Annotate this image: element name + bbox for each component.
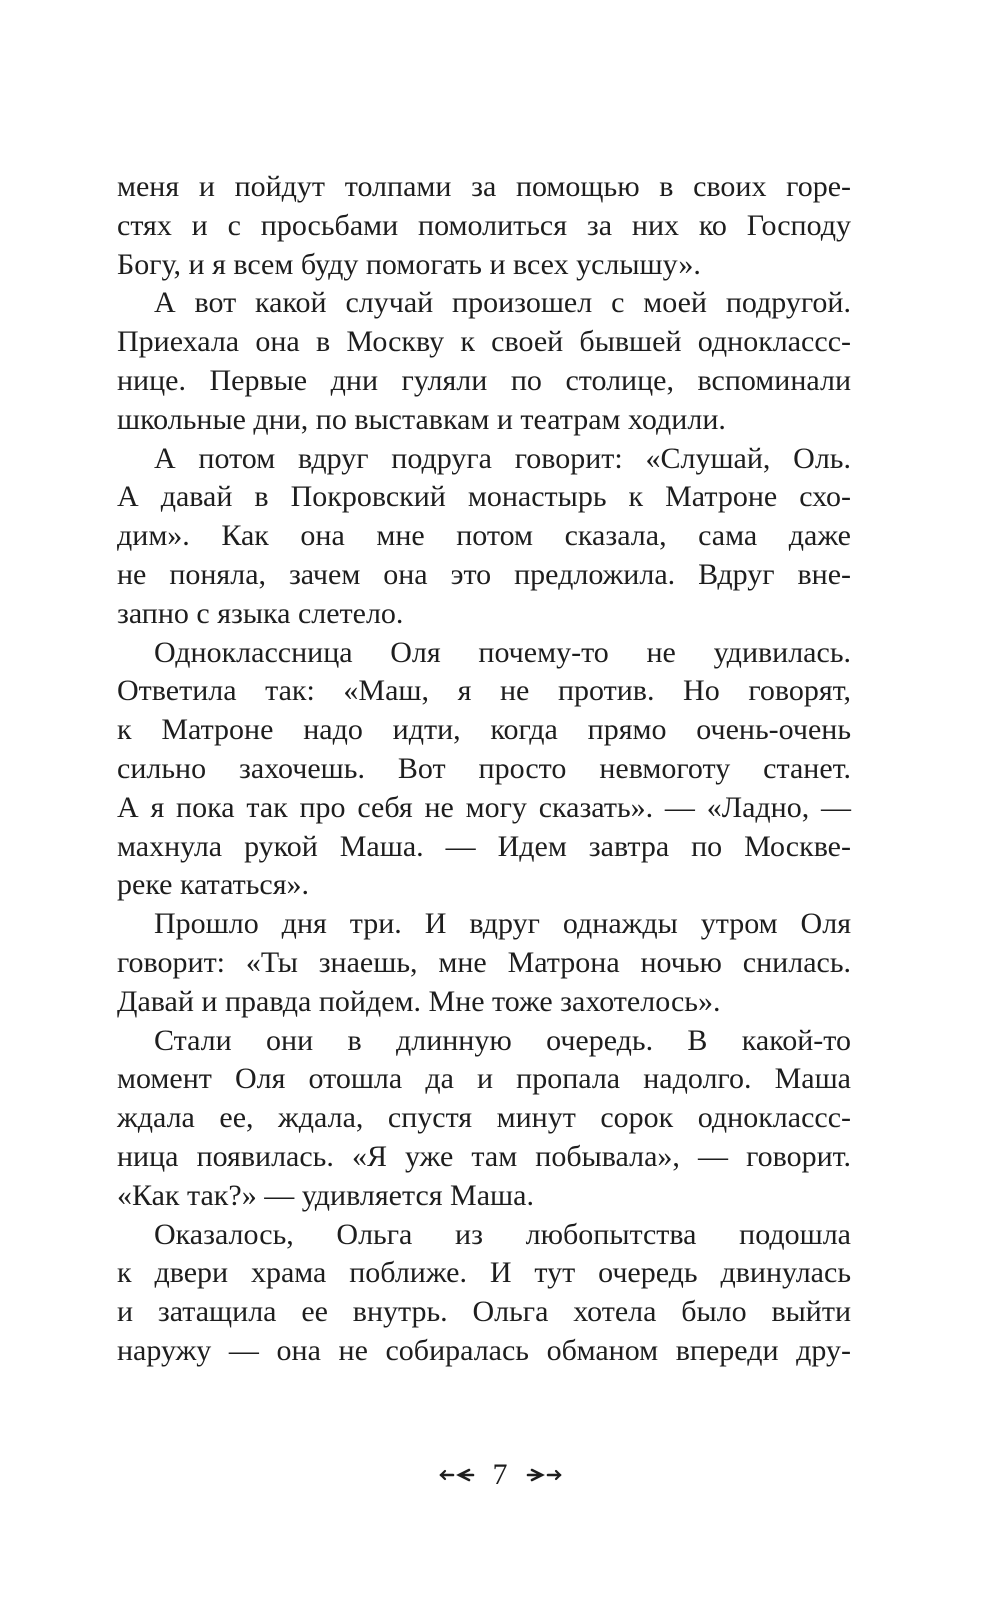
paragraph [117, 905, 851, 1021]
text-line: А давай в Покровский монастырь к Матроне схо- [117, 480, 851, 514]
text-line: школьные дни, по выставкам и театрам ходили. [117, 402, 726, 436]
text-line: Ответила так: «Маш, я не против. Но говорят, [117, 674, 851, 708]
text-line: Стали они в длинную очередь. В какой-то [154, 1023, 851, 1057]
left-ornament-icon [439, 1467, 475, 1483]
paragraph [117, 284, 851, 439]
paragraph [117, 440, 851, 634]
text-line: А вот какой случай произошел с моей подругой. [154, 286, 851, 320]
text-line: А я пока так про себя не могу сказать». — «Ладно, — [117, 790, 851, 824]
text-line: момент Оля отошла да и пропала надолго. Маша [117, 1062, 851, 1096]
text-line: и затащила ее внутрь. Ольга хотела было выйти [117, 1295, 851, 1329]
text-line: А потом вдруг подруга говорит: «Слушай, Оль. [154, 441, 851, 475]
text-line: меня и пойдут толпами за помощью в своих горе- [117, 170, 851, 203]
text-line: к Матроне надо идти, когда прямо очень-очень [117, 713, 851, 747]
text-line: сильно захочешь. Вот просто невмоготу станет. [117, 751, 851, 785]
paragraph [117, 168, 851, 284]
page-footer [0, 1455, 1000, 1495]
text-line: Оказалось, Ольга из любопытства подошла [154, 1217, 851, 1251]
text-line: махнула рукой Маша. — Идем завтра по Москве- [117, 829, 851, 863]
text-line: Одноклассница Оля почему-то не удивилась. [154, 635, 851, 669]
page-number: 7 [492, 1458, 508, 1491]
right-ornament-icon [526, 1467, 562, 1483]
text-line: ница появилась. «Я уже там побывала», — говорит. [117, 1139, 851, 1173]
text-line: Давай и правда пойдем. Мне тоже захотелось». [117, 984, 721, 1018]
text-line: наружу — она не собиралась обманом впереди дру- [117, 1333, 851, 1367]
text-line: к двери храма поближе. И тут очередь двинулась [117, 1256, 851, 1290]
paragraph [117, 1022, 851, 1216]
text-line: стях и с просьбами помолиться за них ко Господу [117, 208, 851, 242]
text-line: реке кататься». [117, 868, 310, 902]
text-line: ждала ее, ждала, спустя минут сорок одноклассс- [117, 1101, 851, 1135]
text-line: говорит: «Ты знаешь, мне Матрона ночью снилась. [117, 945, 851, 979]
text-line: запно с языка слетело. [117, 596, 404, 630]
text-line: Приехала она в Москву к своей бывшей одноклассс- [117, 325, 851, 359]
text-line: Прошло дня три. И вдруг однажды утром Оля [154, 907, 851, 941]
text-line: не поняла, зачем она это предложила. Вдруг вне- [117, 557, 851, 591]
body-text [117, 168, 851, 1371]
paragraph [117, 634, 851, 906]
text-line: «Как так?» — удивляется Маша. [117, 1178, 534, 1212]
text-line: нице. Первые дни гуляли по столице, вспоминали [117, 363, 851, 397]
paragraph [117, 1216, 851, 1371]
text-line: дим». Как она мне потом сказала, сама даже [117, 519, 851, 553]
text-line: Богу, и я всем буду помогать и всех услышу». [117, 247, 701, 281]
